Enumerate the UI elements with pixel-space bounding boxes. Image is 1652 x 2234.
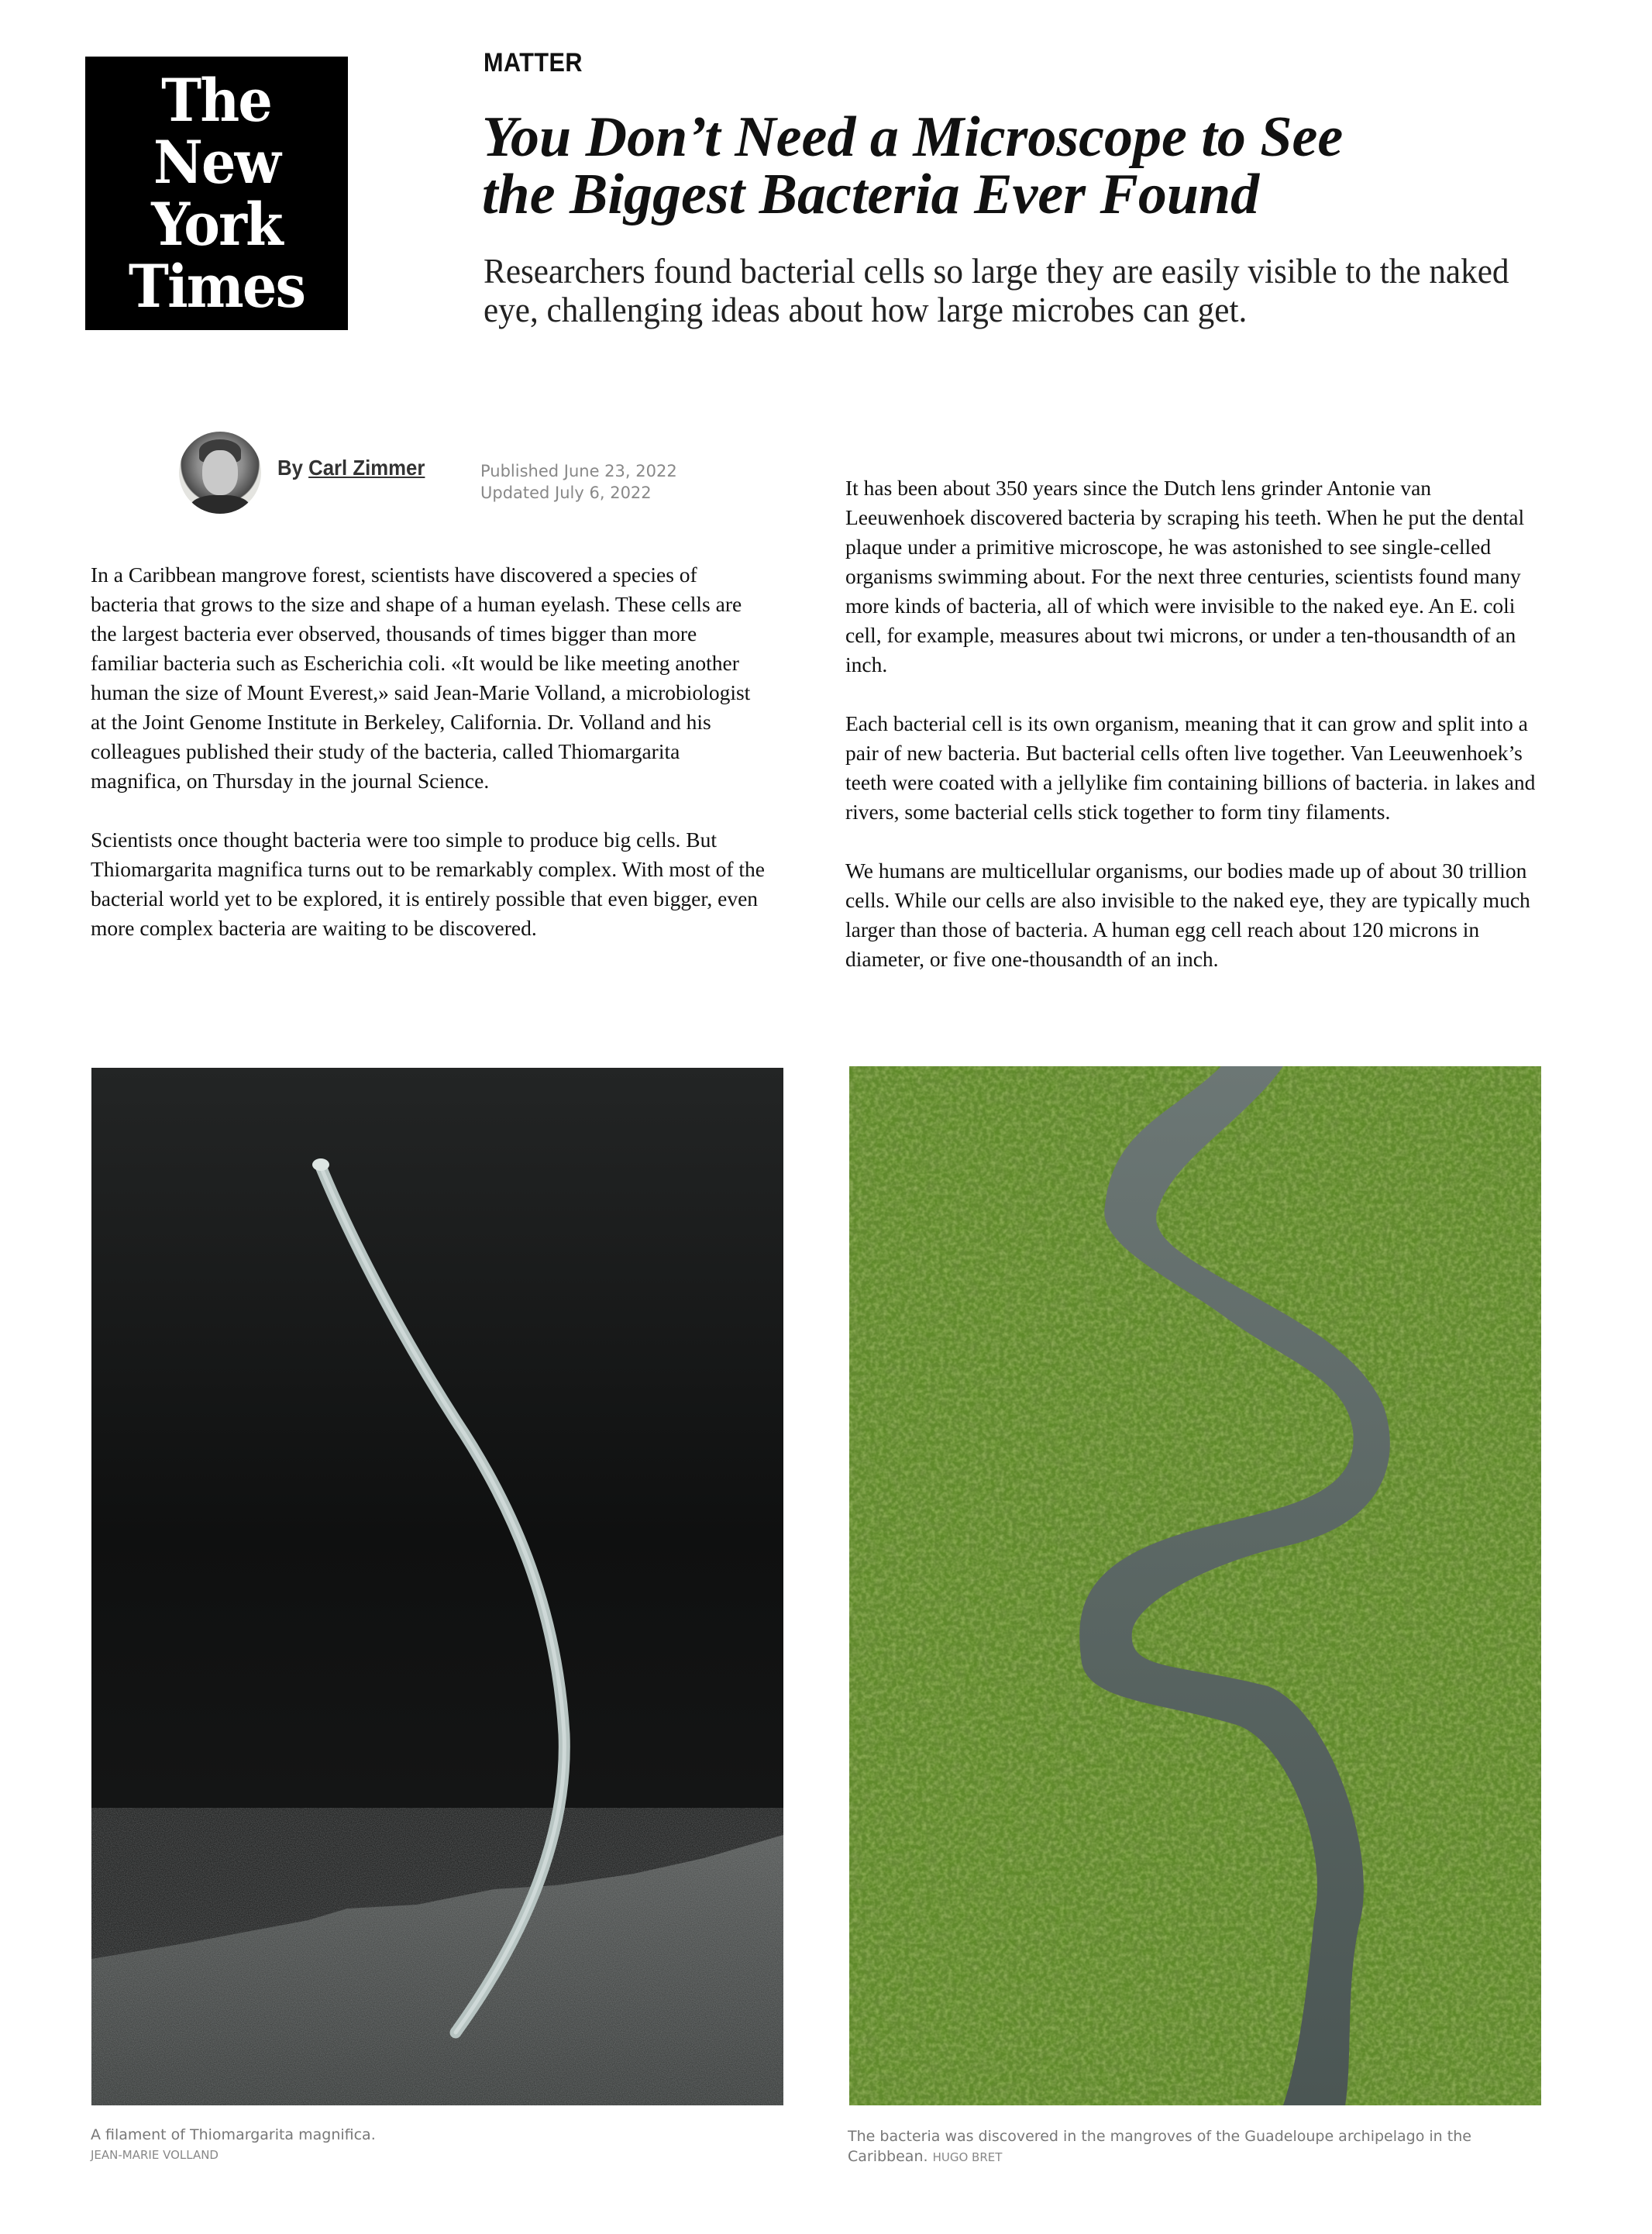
mangrove-image — [849, 1066, 1541, 2105]
headline — [482, 105, 1606, 226]
photo-mangroves — [849, 1066, 1541, 2105]
caption-text: A filament of Thiomargarita magnifica. — [91, 2126, 376, 2143]
updated-date: Updated July 6, 2022 — [480, 484, 652, 502]
caption-text: The bacteria was discovered in the mangroves of the Guadeloupe archipelago in the Caribbean. — [848, 2128, 1471, 2165]
figure-caption-left — [91, 2125, 773, 2165]
photo-credit: HUGO BRET — [932, 2150, 1003, 2164]
headline-line-2: the Biggest Bacteria Ever Found — [482, 163, 1260, 226]
avatar-shirt — [190, 495, 250, 514]
body-column-left — [91, 560, 765, 972]
body-column-right — [845, 473, 1547, 1003]
headline-line-1: You Don’t Need a Microscope to See — [482, 105, 1344, 169]
author-link[interactable]: Carl Zimmer — [308, 456, 425, 480]
published-date: Published June 23, 2022 — [480, 462, 677, 480]
summary-dek: Researchers found bacterial cells so large they are easily visible to the naked eye, challenging ideas about how large microbes can get. — [484, 252, 1509, 329]
photo-credit: JEAN-MARIE VOLLAND — [91, 2148, 219, 2162]
paragraph: Scientists once thought bacteria were too simple to produce big cells. But Thiomargarita magnifica turns out to be remarkably complex. With most of the bacterial world yet to be explored, it is entirely possible that even bigger, even more complex bacteria are waiting to be discovered. — [91, 828, 766, 940]
section-label[interactable]: MATTER — [484, 48, 583, 77]
avatar-face — [202, 450, 238, 495]
paragraph: Each bacterial cell is its own organism, meaning that it can grow and split into a pair of new bacteria. But bacterial cells often live together. Van Leeuwenhoek’s teeth were coated with a jellylike fim containing billions of bacteria. in lakes and rivers, some bacterial cells stick together to form tiny filaments. — [845, 711, 1536, 824]
canopy-highlight-texture — [849, 1066, 1541, 2105]
photo-filament — [91, 1068, 783, 2105]
article-dates — [480, 460, 677, 504]
logo-line-times: Times — [128, 251, 305, 321]
byline — [277, 456, 425, 480]
figure-caption-right — [848, 2126, 1545, 2167]
author-avatar[interactable] — [179, 432, 261, 514]
logo-line-new-york: New York — [151, 127, 282, 259]
logo-line-the: The — [161, 65, 272, 135]
filament-tip — [312, 1158, 329, 1171]
paragraph: We humans are multicellular organisms, our bodies made up of about 30 trillion cells. While our cells are also invisible to the naked eye, they are typically much larger than those of bacteria. A human egg cell reach about 120 microns in diameter, or five one-thousandth of an inch. — [845, 859, 1530, 971]
filament-image — [91, 1068, 783, 2105]
byline-prefix: By — [277, 456, 303, 480]
paragraph: It has been about 350 years since the Dutch lens grinder Antonie van Leeuwenhoek discovered bacteria by scraping his teeth. When he put the dental plaque under a primitive microscope, he was astonished to see single-celled organisms swimming about. For the next three centuries, scientists found many more kinds of bacteria, all of which were invisible to the naked eye. An E. coli cell, for example, measures about twi microns, or under a ten-thousandth of an inch. — [845, 476, 1525, 676]
nyt-logo[interactable] — [85, 57, 348, 330]
paragraph: In a Caribbean mangrove forest, scientists have discovered a species of bacteria that grows to the size and shape of a human eyelash. These cells are the largest bacteria ever observed, thousands of times bigger than more familiar bacteria such as Escherichia coli. «It would be like meeting another human the size of Mount Everest,» said Jean-Marie Volland, a microbiologist at the Joint Genome Institute in Berkeley, California. Dr. Volland and his colleagues published their study of the bacteria, called Thiomargarita magnifica, on Thursday in the journal Science. — [91, 563, 751, 793]
